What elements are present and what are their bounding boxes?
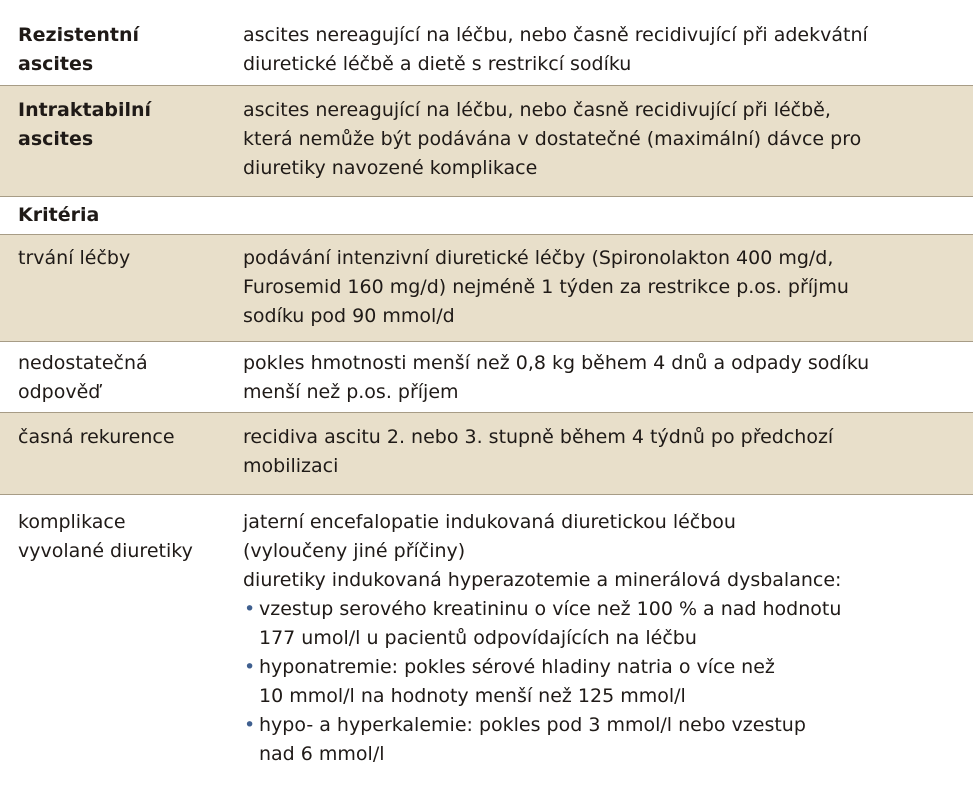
bullet-icon: •	[244, 598, 256, 620]
list-item-line: hyponatremie: pokles sérové hladiny natria o více než	[259, 656, 775, 678]
term-line: vyvolané diuretiky	[18, 540, 193, 562]
description-cell	[225, 21, 973, 85]
list-item	[243, 595, 965, 653]
bullet-icon: •	[244, 714, 256, 736]
term-cell	[0, 423, 225, 494]
term-line: odpověď	[18, 381, 101, 403]
description-line: ascites nereagující na léčbu, nebo časně recidivující při léčbě,	[243, 99, 831, 121]
term-line: komplikace	[18, 511, 126, 533]
term-line: Intraktabilní	[18, 99, 152, 121]
bullet-icon: •	[244, 656, 256, 678]
table-row-nedostatecna-odpoved	[0, 342, 973, 413]
description-line: recidiva ascitu 2. nebo 3. stupně během 4 týdnů po předchozí	[243, 426, 834, 448]
description-line: jaterní encefalopatie indukovaná diuretickou léčbou	[243, 511, 736, 533]
list-item-line: vzestup serového kreatininu o více než 100 % a nad hodnotu	[259, 598, 842, 620]
description-line: sodíku pod 90 mmol/d	[243, 305, 455, 327]
description-line: pokles hmotnosti menší než 0,8 kg během 4 dnů a odpady sodíku	[243, 352, 870, 374]
term-line: Rezistentní	[18, 24, 140, 46]
list-item-line: 10 mmol/l na hodnoty menší než 125 mmol/l	[259, 685, 686, 707]
list-item	[243, 653, 965, 711]
term-cell	[0, 508, 225, 800]
term-cell	[0, 244, 225, 341]
term-cell	[0, 96, 225, 196]
term-line: ascites	[18, 128, 94, 150]
description-cell	[225, 349, 973, 412]
term-cell	[0, 21, 225, 85]
description-line: diuretiky navozené komplikace	[243, 157, 538, 179]
description-line: Furosemid 160 mg/d) nejméně 1 týden za restrikce p.os. příjmu	[243, 276, 849, 298]
description-line: diuretické léčbě a dietě s restrikcí sodíku	[243, 53, 632, 75]
table-row-komplikace	[0, 495, 973, 800]
list-item-line: 177 umol/l u pacientů odpovídajících na léčbu	[259, 627, 697, 649]
description-cell	[225, 96, 973, 196]
table-row-rezistentni	[0, 0, 973, 86]
description-cell	[225, 201, 973, 234]
term-line: časná rekurence	[18, 426, 175, 448]
term-line: nedostatečná	[18, 352, 148, 374]
table-row-trvani-lecby	[0, 235, 973, 342]
description-line: ascites nereagující na léčbu, nebo časně recidivující při adekvátní	[243, 24, 868, 46]
term-line: trvání léčby	[18, 247, 131, 269]
section-heading	[0, 201, 225, 234]
description-line: která nemůže být podávána v dostatečné (maximální) dávce pro	[243, 128, 862, 150]
description-line: mobilizaci	[243, 455, 339, 477]
list-item-line: hypo- a hyperkalemie: pokles pod 3 mmol/l nebo vzestup	[259, 714, 806, 736]
description-line: menší než p.os. příjem	[243, 381, 459, 403]
description-cell	[225, 423, 973, 494]
description-line: diuretiky indukovaná hyperazotemie a minerálová dysbalance:	[243, 569, 842, 591]
term-line: ascites	[18, 53, 94, 75]
list-item-line: nad 6 mmol/l	[259, 743, 385, 765]
list-item	[243, 711, 965, 769]
description-cell	[225, 244, 973, 341]
table-row-kriteria	[0, 197, 973, 235]
term-line: Kritéria	[18, 204, 100, 226]
table-row-casna-rekurence	[0, 413, 973, 495]
table-row-intraktabilni	[0, 86, 973, 197]
description-line: (vyloučeny jiné příčiny)	[243, 540, 466, 562]
description-line: podávání intenzivní diuretické léčby (Spironolakton 400 mg/d,	[243, 247, 834, 269]
term-cell	[0, 349, 225, 412]
description-cell	[225, 508, 973, 800]
